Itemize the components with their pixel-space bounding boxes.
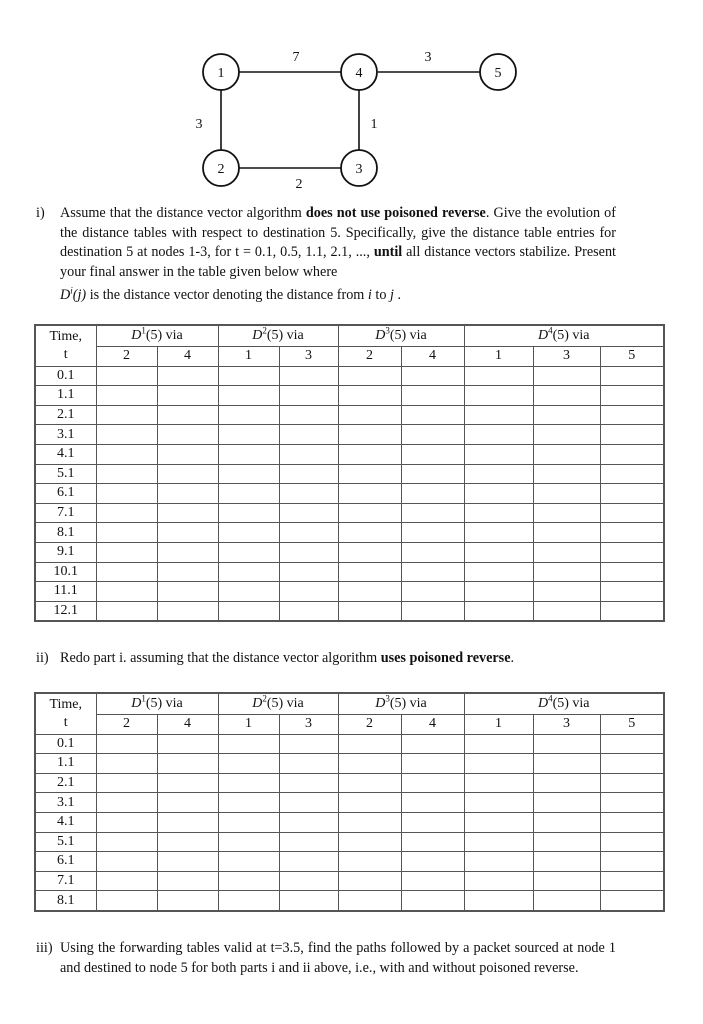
table1-entry-cell[interactable] bbox=[279, 601, 338, 621]
table2-via-header-4-3: 3 bbox=[533, 715, 600, 735]
table1-entry-cell[interactable] bbox=[96, 464, 157, 484]
table2-entry-cell[interactable] bbox=[96, 852, 157, 872]
table2-entry-cell[interactable] bbox=[533, 832, 600, 852]
table1-entry-cell[interactable] bbox=[279, 582, 338, 602]
table1-time-cell: 8.1 bbox=[35, 523, 96, 543]
table2-entry-cell[interactable] bbox=[464, 812, 533, 832]
table1-entry-cell[interactable] bbox=[218, 425, 279, 445]
table2-entry-cell[interactable] bbox=[533, 734, 600, 754]
table2-entry-cell[interactable] bbox=[338, 832, 401, 852]
table1-entry-cell[interactable] bbox=[600, 601, 664, 621]
table1-entry-cell[interactable] bbox=[96, 523, 157, 543]
table2-entry-cell[interactable] bbox=[96, 734, 157, 754]
table1-entry-cell[interactable] bbox=[533, 405, 600, 425]
table2-entry-cell[interactable] bbox=[338, 812, 401, 832]
question-part-ii bbox=[36, 649, 616, 669]
table1-entry-cell[interactable] bbox=[600, 542, 664, 562]
table2-entry-cell[interactable] bbox=[401, 812, 464, 832]
table1-entry-cell[interactable] bbox=[218, 523, 279, 543]
part-i-text: Assume that the distance vector algorithm does not use poisoned reverse. Give the evolution of the distance tables with respect to destination 5. Specifically, give the distance table entries for destination 5 at nodes 1-3, for t = 0.1, 0.5, 1.1, 2.1, ..., until all distance vectors stabilize. Present your final answer in the table given below where $D^i(j)$ is the distance vector denoting the distance from i to j . bbox=[60, 204, 616, 306]
table2-entry-cell[interactable] bbox=[533, 793, 600, 813]
table2-entry-cell[interactable] bbox=[464, 852, 533, 872]
table1-entry-cell[interactable] bbox=[338, 542, 401, 562]
table2-entry-cell[interactable] bbox=[533, 852, 600, 872]
table1-time-cell: 3.1 bbox=[35, 425, 96, 445]
table1-group-header-node-1: $D^1(5)$ via bbox=[96, 325, 218, 347]
table1-entry-cell[interactable] bbox=[401, 425, 464, 445]
table2-time-cell: 7.1 bbox=[35, 871, 96, 891]
table2-entry-cell[interactable] bbox=[600, 793, 664, 813]
part-ii-number: ii) bbox=[36, 650, 49, 666]
table2-entry-cell[interactable] bbox=[533, 754, 600, 774]
table2-entry-cell[interactable] bbox=[600, 734, 664, 754]
table-row bbox=[35, 464, 664, 484]
table2-entry-cell[interactable] bbox=[279, 754, 338, 774]
table2-entry-cell[interactable] bbox=[96, 773, 157, 793]
table2-entry-cell[interactable] bbox=[338, 871, 401, 891]
table1-entry-cell[interactable] bbox=[96, 503, 157, 523]
table-row bbox=[35, 484, 664, 504]
table1-entry-cell[interactable] bbox=[600, 366, 664, 386]
table1-entry-cell[interactable] bbox=[464, 425, 533, 445]
table1-entry-cell[interactable] bbox=[218, 503, 279, 523]
table2-entry-cell[interactable] bbox=[533, 871, 600, 891]
table2-entry-cell[interactable] bbox=[401, 754, 464, 774]
table1-time-cell: 1.1 bbox=[35, 386, 96, 406]
table1-entry-cell[interactable] bbox=[401, 562, 464, 582]
table1-group-header-node-3: $D^3(5)$ via bbox=[338, 325, 464, 347]
table1-entry-cell[interactable] bbox=[600, 405, 664, 425]
table1-entry-cell[interactable] bbox=[401, 523, 464, 543]
table-row bbox=[35, 773, 664, 793]
table1-entry-cell[interactable] bbox=[96, 366, 157, 386]
table1-entry-cell[interactable] bbox=[218, 582, 279, 602]
table2-entry-cell[interactable] bbox=[401, 773, 464, 793]
table2-entry-cell[interactable] bbox=[218, 852, 279, 872]
table1-entry-cell[interactable] bbox=[533, 386, 600, 406]
table1-entry-cell[interactable] bbox=[533, 601, 600, 621]
table1-via-header-3-2: 2 bbox=[338, 347, 401, 367]
table1-entry-cell[interactable] bbox=[338, 405, 401, 425]
table2-group-header-node-3: $D^3(5)$ via bbox=[338, 693, 464, 715]
table1-entry-cell[interactable] bbox=[279, 484, 338, 504]
edge-weight-2-3: 2 bbox=[295, 177, 303, 192]
table2-entry-cell[interactable] bbox=[157, 852, 218, 872]
network-graph bbox=[0, 0, 703, 200]
table2-entry-cell[interactable] bbox=[218, 832, 279, 852]
table1-entry-cell[interactable] bbox=[338, 523, 401, 543]
table2-entry-cell[interactable] bbox=[96, 832, 157, 852]
table2-entry-cell[interactable] bbox=[96, 754, 157, 774]
table2-entry-cell[interactable] bbox=[279, 773, 338, 793]
table1-entry-cell[interactable] bbox=[338, 386, 401, 406]
table1-entry-cell[interactable] bbox=[533, 542, 600, 562]
table1-entry-cell[interactable] bbox=[600, 464, 664, 484]
table1-entry-cell[interactable] bbox=[464, 484, 533, 504]
table1-entry-cell[interactable] bbox=[464, 503, 533, 523]
table2-via-header-1-4: 4 bbox=[157, 715, 218, 735]
edge-weight-4-3: 1 bbox=[370, 117, 378, 132]
table1-entry-cell[interactable] bbox=[600, 444, 664, 464]
table2-entry-cell[interactable] bbox=[279, 812, 338, 832]
table1-entry-cell[interactable] bbox=[218, 366, 279, 386]
table1-entry-cell[interactable] bbox=[600, 484, 664, 504]
table1-time-cell: 10.1 bbox=[35, 562, 96, 582]
table2-entry-cell[interactable] bbox=[218, 754, 279, 774]
table2-entry-cell[interactable] bbox=[279, 891, 338, 911]
table2-time-cell: 8.1 bbox=[35, 891, 96, 911]
table1-entry-cell[interactable] bbox=[464, 542, 533, 562]
table2-entry-cell[interactable] bbox=[464, 773, 533, 793]
table1-time-cell: 6.1 bbox=[35, 484, 96, 504]
table1-entry-cell[interactable] bbox=[464, 523, 533, 543]
table1-entry-cell[interactable] bbox=[338, 425, 401, 445]
table-row bbox=[35, 891, 664, 911]
table1-via-header-4-3: 3 bbox=[533, 347, 600, 367]
table2-entry-cell[interactable] bbox=[401, 793, 464, 813]
table1-entry-cell[interactable] bbox=[96, 444, 157, 464]
table1-entry-cell[interactable] bbox=[96, 582, 157, 602]
table-row bbox=[35, 754, 664, 774]
table1-entry-cell[interactable] bbox=[279, 405, 338, 425]
table1-entry-cell[interactable] bbox=[279, 503, 338, 523]
table2-entry-cell[interactable] bbox=[464, 891, 533, 911]
table2-time-cell: 5.1 bbox=[35, 832, 96, 852]
table1-time-cell: 11.1 bbox=[35, 582, 96, 602]
table2-entry-cell[interactable] bbox=[338, 773, 401, 793]
table1-entry-cell[interactable] bbox=[279, 562, 338, 582]
table2-entry-cell[interactable] bbox=[157, 773, 218, 793]
table2-via-header-2-3: 3 bbox=[279, 715, 338, 735]
table2-subheader-row bbox=[35, 715, 664, 735]
table1-entry-cell[interactable] bbox=[96, 425, 157, 445]
edge-weight-1-2: 3 bbox=[195, 117, 203, 132]
table2-entry-cell[interactable] bbox=[533, 773, 600, 793]
table1-entry-cell[interactable] bbox=[338, 464, 401, 484]
table1-via-header-4-1: 1 bbox=[464, 347, 533, 367]
table1-entry-cell[interactable] bbox=[218, 386, 279, 406]
part-i-number: i) bbox=[36, 205, 45, 221]
table2-entry-cell[interactable] bbox=[600, 773, 664, 793]
table1-entry-cell[interactable] bbox=[338, 484, 401, 504]
table-row bbox=[35, 734, 664, 754]
table1-entry-cell[interactable] bbox=[464, 601, 533, 621]
table2-entry-cell[interactable] bbox=[279, 734, 338, 754]
table2-entry-cell[interactable] bbox=[338, 793, 401, 813]
table1-entry-cell[interactable] bbox=[157, 503, 218, 523]
table2-entry-cell[interactable] bbox=[600, 852, 664, 872]
table2-entry-cell[interactable] bbox=[218, 871, 279, 891]
table2-via-header-3-4: 4 bbox=[401, 715, 464, 735]
table1-entry-cell[interactable] bbox=[533, 562, 600, 582]
table1-entry-cell[interactable] bbox=[338, 503, 401, 523]
table2-entry-cell[interactable] bbox=[401, 871, 464, 891]
table-row bbox=[35, 582, 664, 602]
table1-entry-cell[interactable] bbox=[157, 444, 218, 464]
table1-header-row bbox=[35, 325, 664, 347]
table2-entry-cell[interactable] bbox=[338, 852, 401, 872]
table1-entry-cell[interactable] bbox=[279, 444, 338, 464]
table2-entry-cell[interactable] bbox=[533, 891, 600, 911]
table2-time-cell: 0.1 bbox=[35, 734, 96, 754]
table1-subheader-row bbox=[35, 347, 664, 367]
table-row bbox=[35, 852, 664, 872]
table1-entry-cell[interactable] bbox=[218, 444, 279, 464]
table1-entry-cell[interactable] bbox=[533, 582, 600, 602]
table-row bbox=[35, 386, 664, 406]
table1-time-cell: 7.1 bbox=[35, 503, 96, 523]
table2-entry-cell[interactable] bbox=[464, 832, 533, 852]
table1-entry-cell[interactable] bbox=[279, 542, 338, 562]
table2-entry-cell[interactable] bbox=[279, 793, 338, 813]
table2-entry-cell[interactable] bbox=[338, 754, 401, 774]
table1-entry-cell[interactable] bbox=[533, 484, 600, 504]
table1-entry-cell[interactable] bbox=[533, 366, 600, 386]
table2-entry-cell[interactable] bbox=[157, 734, 218, 754]
table2-entry-cell[interactable] bbox=[96, 891, 157, 911]
table2-entry-cell[interactable] bbox=[279, 871, 338, 891]
table2-entry-cell[interactable] bbox=[533, 812, 600, 832]
table1-time-cell: 4.1 bbox=[35, 444, 96, 464]
distance-table-poisoned-reverse bbox=[34, 692, 665, 912]
table1-entry-cell[interactable] bbox=[279, 523, 338, 543]
table1-entry-cell[interactable] bbox=[157, 484, 218, 504]
table1-entry-cell[interactable] bbox=[464, 444, 533, 464]
table1-entry-cell[interactable] bbox=[401, 405, 464, 425]
table2-entry-cell[interactable] bbox=[157, 891, 218, 911]
distance-table-no-poisoned-reverse bbox=[34, 324, 665, 622]
table1-time-header: Time, t bbox=[35, 325, 96, 366]
table1-entry-cell[interactable] bbox=[464, 562, 533, 582]
table1-group-header-node-4: $D^4(5)$ via bbox=[464, 325, 664, 347]
table1-entry-cell[interactable] bbox=[401, 542, 464, 562]
table2-entry-cell[interactable] bbox=[96, 812, 157, 832]
table1-time-cell: 2.1 bbox=[35, 405, 96, 425]
table1-entry-cell[interactable] bbox=[279, 386, 338, 406]
table1-entry-cell[interactable] bbox=[600, 562, 664, 582]
table2-entry-cell[interactable] bbox=[279, 832, 338, 852]
table1-entry-cell[interactable] bbox=[401, 503, 464, 523]
table2-via-header-4-1: 1 bbox=[464, 715, 533, 735]
table1-entry-cell[interactable] bbox=[218, 542, 279, 562]
table1-entry-cell[interactable] bbox=[600, 523, 664, 543]
table2-entry-cell[interactable] bbox=[338, 891, 401, 911]
table2-entry-cell[interactable] bbox=[96, 793, 157, 813]
table2-via-header-2-1: 1 bbox=[218, 715, 279, 735]
table1-entry-cell[interactable] bbox=[279, 366, 338, 386]
table1-via-header-3-4: 4 bbox=[401, 347, 464, 367]
table2-entry-cell[interactable] bbox=[401, 734, 464, 754]
table1-entry-cell[interactable] bbox=[96, 484, 157, 504]
node-label-4: 4 bbox=[355, 66, 363, 81]
table2-entry-cell[interactable] bbox=[600, 832, 664, 852]
table2-entry-cell[interactable] bbox=[401, 852, 464, 872]
table1-entry-cell[interactable] bbox=[338, 601, 401, 621]
table-row bbox=[35, 503, 664, 523]
table1-time-cell: 0.1 bbox=[35, 366, 96, 386]
table1-entry-cell[interactable] bbox=[157, 366, 218, 386]
table1-entry-cell[interactable] bbox=[600, 386, 664, 406]
table-row bbox=[35, 444, 664, 464]
part-i-definition: $D^i(j)$ is the distance vector denoting the distance from i to j . bbox=[60, 285, 402, 303]
node-label-2: 2 bbox=[217, 162, 225, 177]
table1-entry-cell[interactable] bbox=[157, 562, 218, 582]
table1-entry-cell[interactable] bbox=[218, 484, 279, 504]
table2-group-header-node-2: $D^2(5)$ via bbox=[218, 693, 338, 715]
table1-entry-cell[interactable] bbox=[533, 503, 600, 523]
table-row bbox=[35, 425, 664, 445]
table1-via-header-2-1: 1 bbox=[218, 347, 279, 367]
table2-via-header-3-2: 2 bbox=[338, 715, 401, 735]
table2-header-row bbox=[35, 693, 664, 715]
table2-entry-cell[interactable] bbox=[338, 734, 401, 754]
table2-entry-cell[interactable] bbox=[218, 793, 279, 813]
table2-entry-cell[interactable] bbox=[218, 773, 279, 793]
table1-entry-cell[interactable] bbox=[157, 601, 218, 621]
table1-entry-cell[interactable] bbox=[600, 503, 664, 523]
table2-entry-cell[interactable] bbox=[218, 812, 279, 832]
table1-via-header-1-4: 4 bbox=[157, 347, 218, 367]
node-label-5: 5 bbox=[494, 66, 502, 81]
table1-entry-cell[interactable] bbox=[600, 425, 664, 445]
table-row bbox=[35, 523, 664, 543]
table-row bbox=[35, 601, 664, 621]
table2-entry-cell[interactable] bbox=[157, 754, 218, 774]
table2-entry-cell[interactable] bbox=[464, 871, 533, 891]
table1-entry-cell[interactable] bbox=[279, 425, 338, 445]
table2-entry-cell[interactable] bbox=[157, 812, 218, 832]
table1-time-cell: 5.1 bbox=[35, 464, 96, 484]
table-row bbox=[35, 832, 664, 852]
table1-entry-cell[interactable] bbox=[464, 582, 533, 602]
table1-entry-cell[interactable] bbox=[279, 464, 338, 484]
table2-entry-cell[interactable] bbox=[401, 891, 464, 911]
table1-entry-cell[interactable] bbox=[96, 386, 157, 406]
table1-entry-cell[interactable] bbox=[401, 484, 464, 504]
table1-entry-cell[interactable] bbox=[401, 601, 464, 621]
table2-entry-cell[interactable] bbox=[464, 734, 533, 754]
node-label-1: 1 bbox=[217, 66, 225, 81]
table2-group-header-node-4: $D^4(5)$ via bbox=[464, 693, 664, 715]
table1-time-cell: 12.1 bbox=[35, 601, 96, 621]
table2-entry-cell[interactable] bbox=[401, 832, 464, 852]
table1-entry-cell[interactable] bbox=[157, 582, 218, 602]
table-row bbox=[35, 562, 664, 582]
table2-via-header-4-5: 5 bbox=[600, 715, 664, 735]
table-row bbox=[35, 542, 664, 562]
table1-entry-cell[interactable] bbox=[464, 405, 533, 425]
table1-entry-cell[interactable] bbox=[96, 542, 157, 562]
table2-entry-cell[interactable] bbox=[157, 793, 218, 813]
table2-entry-cell[interactable] bbox=[600, 891, 664, 911]
table2-group-header-node-1: $D^1(5)$ via bbox=[96, 693, 218, 715]
question-part-i bbox=[36, 204, 616, 306]
table1-entry-cell[interactable] bbox=[96, 562, 157, 582]
question-part-iii bbox=[36, 939, 616, 978]
table1-entry-cell[interactable] bbox=[600, 582, 664, 602]
table1-entry-cell[interactable] bbox=[401, 386, 464, 406]
table1-via-header-4-5: 5 bbox=[600, 347, 664, 367]
table1-entry-cell[interactable] bbox=[401, 444, 464, 464]
table-row bbox=[35, 812, 664, 832]
table1-entry-cell[interactable] bbox=[157, 386, 218, 406]
table1-entry-cell[interactable] bbox=[96, 601, 157, 621]
table1-entry-cell[interactable] bbox=[338, 366, 401, 386]
table1-entry-cell[interactable] bbox=[533, 464, 600, 484]
table1-entry-cell[interactable] bbox=[96, 405, 157, 425]
table1-entry-cell[interactable] bbox=[338, 582, 401, 602]
table2-entry-cell[interactable] bbox=[464, 793, 533, 813]
table1-entry-cell[interactable] bbox=[533, 523, 600, 543]
table1-entry-cell[interactable] bbox=[533, 444, 600, 464]
table2-time-cell: 3.1 bbox=[35, 793, 96, 813]
table2-entry-cell[interactable] bbox=[600, 754, 664, 774]
table1-via-header-2-3: 3 bbox=[279, 347, 338, 367]
table1-entry-cell[interactable] bbox=[218, 405, 279, 425]
table1-entry-cell[interactable] bbox=[157, 464, 218, 484]
table2-entry-cell[interactable] bbox=[279, 852, 338, 872]
part-ii-text: Redo part i. assuming that the distance vector algorithm uses poisoned reverse. bbox=[60, 650, 515, 666]
table1-entry-cell[interactable] bbox=[157, 425, 218, 445]
table1-entry-cell[interactable] bbox=[218, 562, 279, 582]
table2-entry-cell[interactable] bbox=[600, 871, 664, 891]
part-iii-number: iii) bbox=[36, 940, 53, 956]
table1-via-header-1-2: 2 bbox=[96, 347, 157, 367]
table1-entry-cell[interactable] bbox=[218, 464, 279, 484]
table2-entry-cell[interactable] bbox=[157, 832, 218, 852]
table1-entry-cell[interactable] bbox=[218, 601, 279, 621]
table1-entry-cell[interactable] bbox=[401, 366, 464, 386]
table-row bbox=[35, 366, 664, 386]
table1-entry-cell[interactable] bbox=[401, 464, 464, 484]
table2-entry-cell[interactable] bbox=[600, 812, 664, 832]
table1-entry-cell[interactable] bbox=[464, 464, 533, 484]
part-iii-text: Using the forwarding tables valid at t=3.5, find the paths followed by a packet sourced at node 1 and destined to node 5 for both parts i and ii above, i.e., with and without poisoned reverse. bbox=[60, 940, 616, 976]
table1-group-header-node-2: $D^2(5)$ via bbox=[218, 325, 338, 347]
table2-via-header-1-2: 2 bbox=[96, 715, 157, 735]
table2-time-cell: 4.1 bbox=[35, 812, 96, 832]
table-row bbox=[35, 793, 664, 813]
table1-entry-cell[interactable] bbox=[401, 582, 464, 602]
table2-time-cell: 1.1 bbox=[35, 754, 96, 774]
table2-time-cell: 6.1 bbox=[35, 852, 96, 872]
table2-time-header: Time, t bbox=[35, 693, 96, 734]
table1-entry-cell[interactable] bbox=[157, 542, 218, 562]
table1-time-cell: 9.1 bbox=[35, 542, 96, 562]
table1-entry-cell[interactable] bbox=[464, 366, 533, 386]
table-row bbox=[35, 405, 664, 425]
table1-entry-cell[interactable] bbox=[157, 405, 218, 425]
table1-entry-cell[interactable] bbox=[157, 523, 218, 543]
table2-entry-cell[interactable] bbox=[464, 754, 533, 774]
table1-entry-cell[interactable] bbox=[533, 425, 600, 445]
table2-time-cell: 2.1 bbox=[35, 773, 96, 793]
table2-entry-cell[interactable] bbox=[218, 734, 279, 754]
edge-weight-1-4: 7 bbox=[292, 50, 300, 65]
table2-entry-cell[interactable] bbox=[157, 871, 218, 891]
table1-entry-cell[interactable] bbox=[338, 562, 401, 582]
table2-entry-cell[interactable] bbox=[218, 891, 279, 911]
table2-entry-cell[interactable] bbox=[96, 871, 157, 891]
edge-weight-4-5: 3 bbox=[424, 50, 432, 65]
table1-entry-cell[interactable] bbox=[338, 444, 401, 464]
table1-entry-cell[interactable] bbox=[464, 386, 533, 406]
node-label-3: 3 bbox=[355, 162, 363, 177]
table-row bbox=[35, 871, 664, 891]
